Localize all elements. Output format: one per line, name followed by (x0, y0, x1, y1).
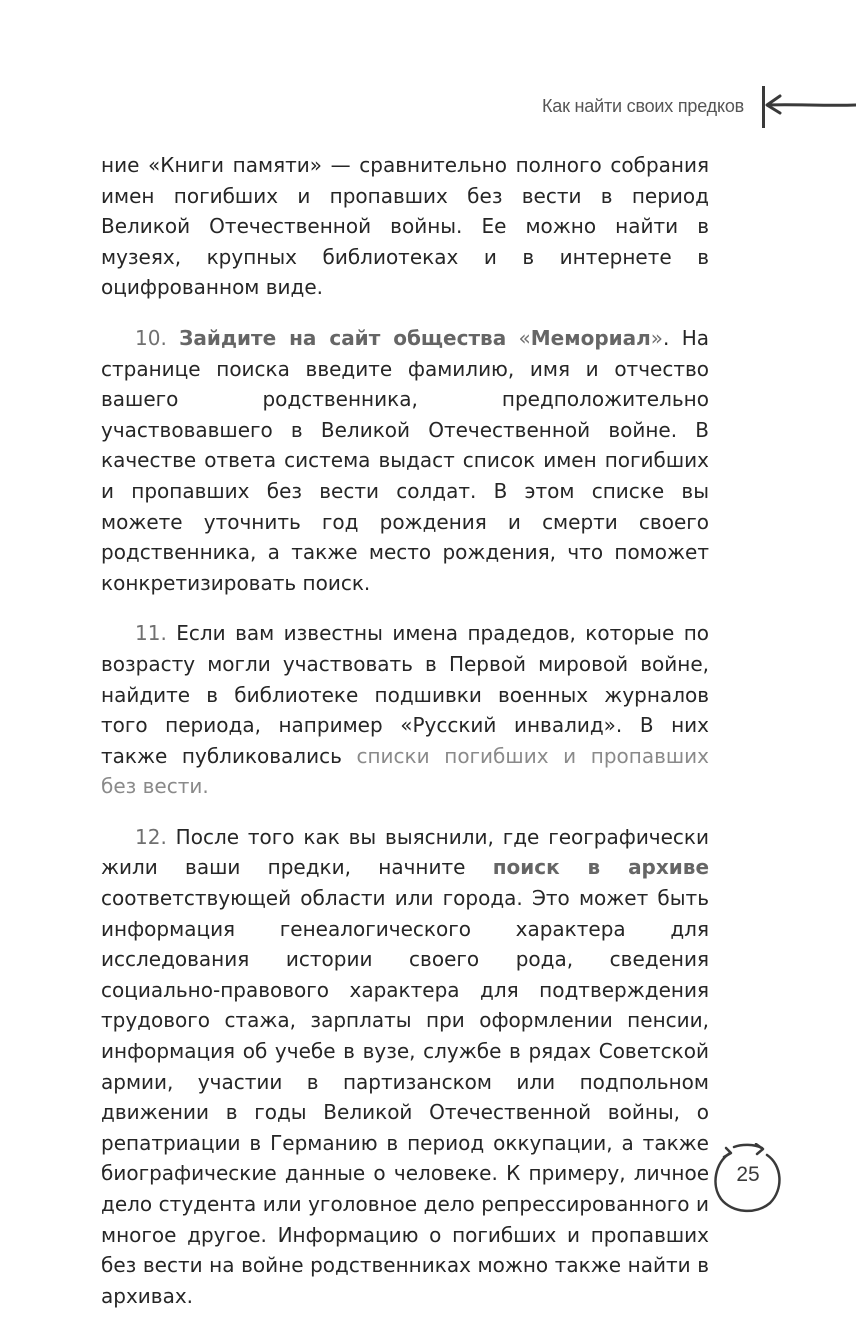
list-number: 12. (135, 824, 167, 849)
quote-close: » (650, 325, 664, 350)
paragraph-text: ние «Книги памяти» — сравнительно полного собрания имен погибших и пропавших без вести в период Великой Отечественной войны. Ее можно найти в музеях, крупных библиотеках и в интернете в оцифрованном виде. (101, 153, 709, 300)
paragraph-text: соответствующей области или города. Это может быть информация генеалогического характера для исследования истории своего рода, сведения социально-правового характера для подтверждения трудового стажа, зарплаты при оформлении пенсии, информация об учебе в вузе, службе в рядах Советской армии, участии в партизанском или подпольном движении в годы Великой Отечественной войны, о репатриации в Германию в период оккупации, а также биографические данные о человеке. К примеру, личное дело студента или уголовное дело репрессированного и многое другое. Информацию о погибших и пропавших без вести на войне родственниках можно также найти в архивах. (101, 886, 709, 1308)
lists-of-dead-link[interactable]: списки погибших и пропавших без вести. (101, 743, 709, 799)
list-number: 10. (135, 325, 167, 350)
paragraph-text: Если вам известны имена прадедов, которые по возрасту могли участвовать в Первой мировой войне, найдите в библиотеке подшивки военных журналов того периода, например «Русский инвалид». В них также публиковались (101, 621, 710, 768)
paragraph-continuation (101, 150, 709, 303)
page-number-badge (712, 1143, 786, 1215)
page-body (101, 150, 709, 1331)
paragraph-text: После того как вы выяснили, где географически жили ваши предки, начните (101, 824, 710, 880)
memorial-link-text[interactable]: Зайдите на сайт общества (179, 325, 507, 350)
memorial-link-name[interactable]: Мемориал (530, 325, 651, 350)
arrow-left-icon (764, 91, 856, 121)
paragraph-10 (101, 323, 709, 598)
archive-search-link[interactable]: поиск в архиве (492, 855, 710, 880)
paragraph-11 (101, 618, 709, 802)
quote-open: « (518, 325, 531, 350)
page-number: 25 (736, 1163, 760, 1186)
running-header (0, 86, 856, 136)
header-title: Как найти своих предков (541, 96, 744, 116)
list-number: 11. (135, 621, 167, 646)
paragraph-12 (101, 822, 709, 1312)
paragraph-text: . На странице поиска введите фамилию, имя и отчество вашего родственника, предположительно участвовавшего в Великой Отечественной войне. В качестве ответа система выдаст список имен погибших и пропавших без вести солдат. В этом списке вы можете уточнить год рождения и смерти своего родственника, а также место рождения, что поможет конкретизировать поиск. (101, 325, 710, 595)
